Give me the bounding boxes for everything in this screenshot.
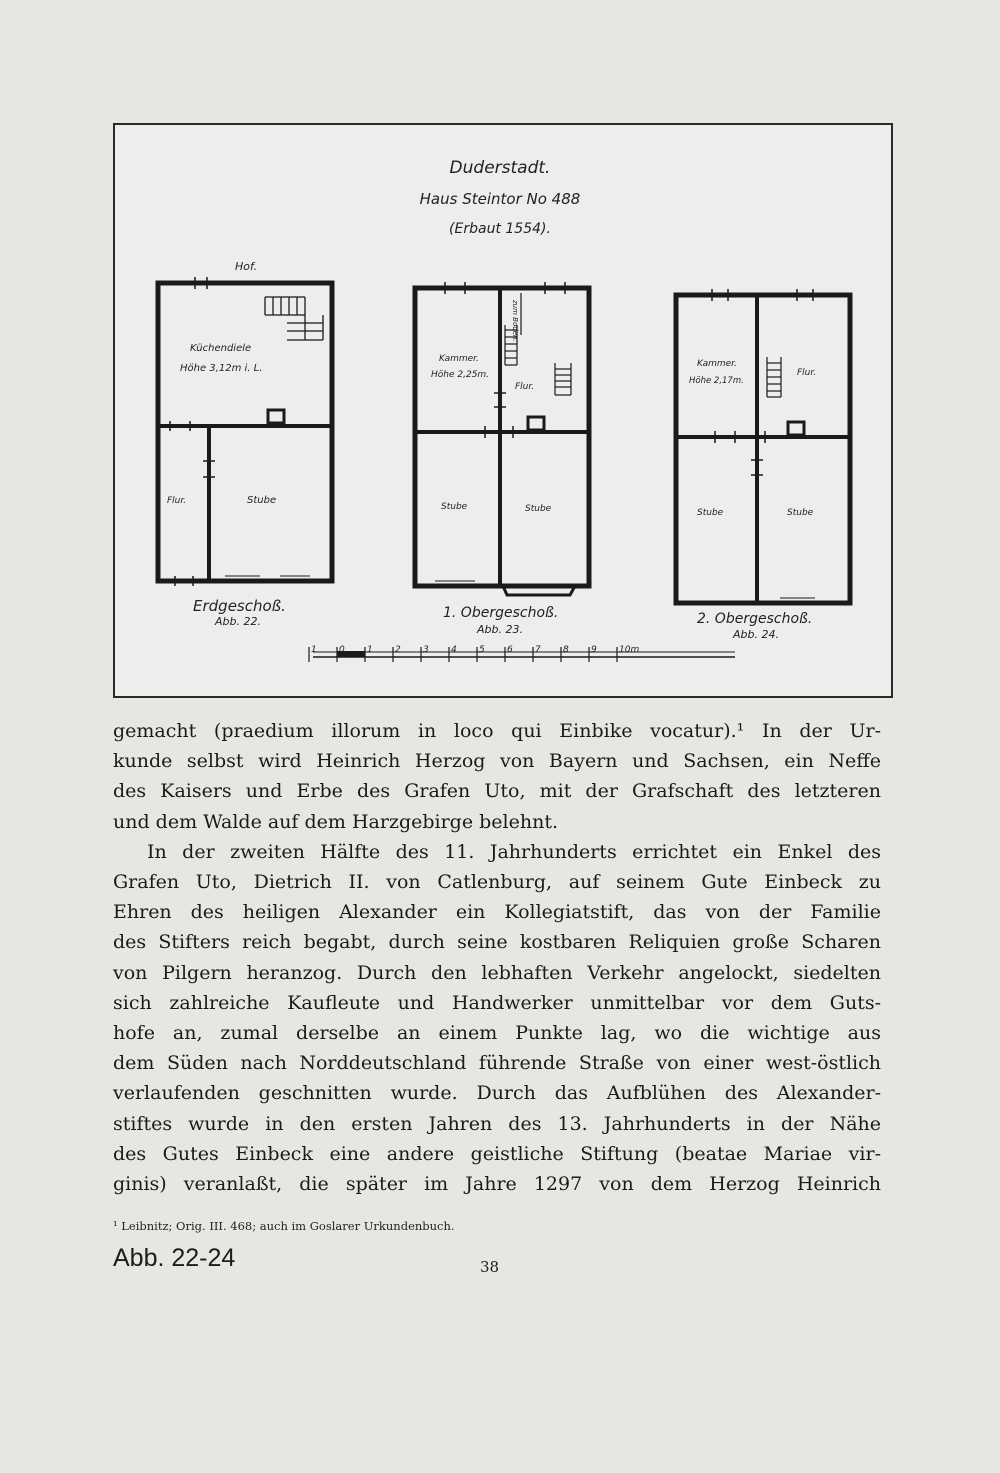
- plate-house-name: Haus Steintor No 488: [419, 190, 581, 208]
- plan1-name: Erdgeschoß.: [193, 597, 286, 615]
- text-line: des Kaisers und Erbe des Grafen Uto, mit der Grafschaft des letzteren: [113, 780, 881, 803]
- plan3-kammer-label: Kammer.: [697, 359, 737, 369]
- body-text: [113, 716, 881, 1199]
- scale-bar: [313, 651, 735, 657]
- plan-erdgeschoss: [158, 277, 332, 586]
- plan3-stube-right: Stube: [787, 508, 814, 518]
- text-line: sich zahlreiche Kaufleute und Handwerker unmittelbar vor dem Guts-: [113, 991, 881, 1014]
- scale-tick-label: 8: [563, 645, 569, 655]
- text-line: verlaufenden geschnitten wurde. Durch das Aufblühen des Alexander-: [113, 1082, 881, 1105]
- plan3-stube-left: Stube: [697, 508, 724, 518]
- plan2-name: 1. Obergeschoß.: [443, 605, 559, 621]
- scale-tick-label: 0: [339, 645, 345, 655]
- scale-tick-label: 6: [507, 645, 513, 655]
- plan-obergeschoss-2: [676, 289, 850, 603]
- plan1-flur-label: Flur.: [167, 496, 187, 506]
- footnote: ¹ Leibnitz; Orig. III. 468; auch im Goslarer Urkundenbuch.: [113, 1219, 455, 1233]
- scale-tick-label: 3: [423, 645, 429, 655]
- plan2-kammer-label: Kammer.: [439, 354, 479, 364]
- text-line: von Pilgern heranzog. Durch den lebhaften Verkehr angelockt, siedelten: [113, 961, 881, 984]
- figure-caption: Abb. 22-24: [113, 1244, 236, 1272]
- text-line: Ehren des heiligen Alexander ein Kollegiatstift, das von der Familie: [113, 901, 881, 924]
- kuchendiele-height: Höhe 3,12m i. L.: [180, 363, 263, 374]
- plan1-stube-label: Stube: [247, 495, 277, 506]
- plan-obergeschoss-1: [415, 282, 589, 595]
- hof-label: Hof.: [235, 260, 258, 273]
- scale-tick-label: 7: [535, 645, 541, 655]
- plate-build-year: (Erbaut 1554).: [449, 221, 551, 237]
- plan2-kammer-height: Höhe 2,25m.: [431, 370, 490, 380]
- text-line: kunde selbst wird Heinrich Herzog von Bayern und Sachsen, ein Neffe: [113, 750, 881, 773]
- plan2-stair-label: zum Boden.: [511, 300, 519, 342]
- plan3-flur-label: Flur.: [797, 368, 817, 378]
- scale-tick-label: 10m: [619, 645, 640, 655]
- text-line: gemacht (praedium illorum in loco qui Einbike vocatur).¹ In der Ur-: [113, 720, 881, 742]
- plate-title: Duderstadt.: [449, 158, 551, 178]
- plan2-abb: Abb. 23.: [477, 623, 523, 636]
- floor-plan-drawing: [115, 125, 891, 696]
- scale-tick-label: 1: [367, 645, 373, 655]
- scale-tick-label: 2: [395, 645, 401, 655]
- text-line: Grafen Uto, Dietrich II. von Catlenburg, auf seinem Gute Einbeck zu: [113, 871, 881, 894]
- text-line: und dem Walde auf dem Harzgebirge belehnt.: [113, 810, 559, 833]
- plan1-abb: Abb. 22.: [215, 615, 261, 628]
- scale-tick-label: 9: [591, 645, 597, 655]
- scale-tick-label: 1: [311, 645, 317, 655]
- scale-tick-label: 4: [451, 645, 457, 655]
- plan3-kammer-height: Höhe 2,17m.: [689, 376, 744, 386]
- plan3-name: 2. Obergeschoß.: [697, 611, 813, 627]
- plan2-stube-right: Stube: [525, 504, 552, 514]
- text-line: hofe an, zumal derselbe an einem Punkte lag, wo die wichtige aus: [113, 1022, 881, 1045]
- text-line: stiftes wurde in den ersten Jahren des 13. Jahrhunderts in der Nähe: [113, 1112, 881, 1135]
- plan2-flur-label: Flur.: [515, 382, 535, 392]
- text-line: des Gutes Einbeck eine andere geistliche Stiftung (beatae Mariae vir-: [113, 1142, 881, 1165]
- plan2-stube-left: Stube: [441, 502, 468, 512]
- plan3-abb: Abb. 24.: [733, 628, 779, 641]
- text-line: dem Süden nach Norddeutschland führende Straße von einer west-östlich: [113, 1052, 881, 1075]
- text-line: des Stifters reich begabt, durch seine kostbaren Reliquien große Scharen: [113, 931, 881, 954]
- text-line: ginis) veranlaßt, die später im Jahre 1297 von dem Herzog Heinrich: [113, 1173, 881, 1196]
- scale-tick-label: 5: [479, 645, 485, 655]
- kuchendiele-label: Küchendiele: [190, 343, 252, 354]
- floor-plan-plate: [113, 123, 893, 698]
- text-line: In der zweiten Hälfte des 11. Jahrhunderts errichtet ein Enkel des: [147, 840, 881, 863]
- page-number: 38: [480, 1258, 500, 1276]
